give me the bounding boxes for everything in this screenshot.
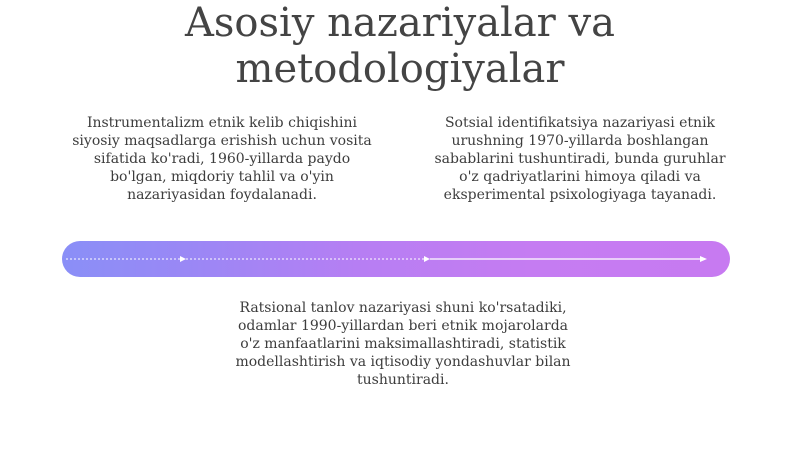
- theory-rational-choice-text: Ratsional tanlov nazariyasi shuni ko'rsatadiki, odamlar 1990-yillardan beri etnik mojarolarda o'z manfaatlarini maksimallashtiradi, statistik modellashtirish va iqtisodiy yondashuvlar bilan tushuntiradi.: [235, 300, 571, 388]
- timeline-arrow-3: [700, 256, 707, 262]
- timeline-bar: [62, 241, 730, 277]
- timeline-arrow-2: [424, 256, 430, 262]
- timeline-arrows: [62, 241, 730, 277]
- theory-instrumentalism-text: Instrumentalizm etnik kelib chiqishini siyosiy maqsadlarga erishish uchun vosita sifatida ko'radi, 1960-yillarda paydo bo'lgan, miqdoriy tahlil va o'yin nazariyasidan foydalanadi.: [72, 115, 372, 203]
- timeline-arrow-1: [180, 256, 186, 262]
- title-line-1: Asosiy nazariyalar va: [185, 0, 615, 46]
- page-title: [0, 0, 800, 92]
- title-line-2: metodologiyalar: [235, 46, 565, 92]
- theory-social-identity-text: Sotsial identifikatsiya nazariyasi etnik urushning 1970-yillarda boshlangan sabablarini tushuntiradi, bunda guruhlar o'z qadriyatlarini himoya qiladi va eksperimental psixologiyaga tayanadi.: [434, 115, 726, 203]
